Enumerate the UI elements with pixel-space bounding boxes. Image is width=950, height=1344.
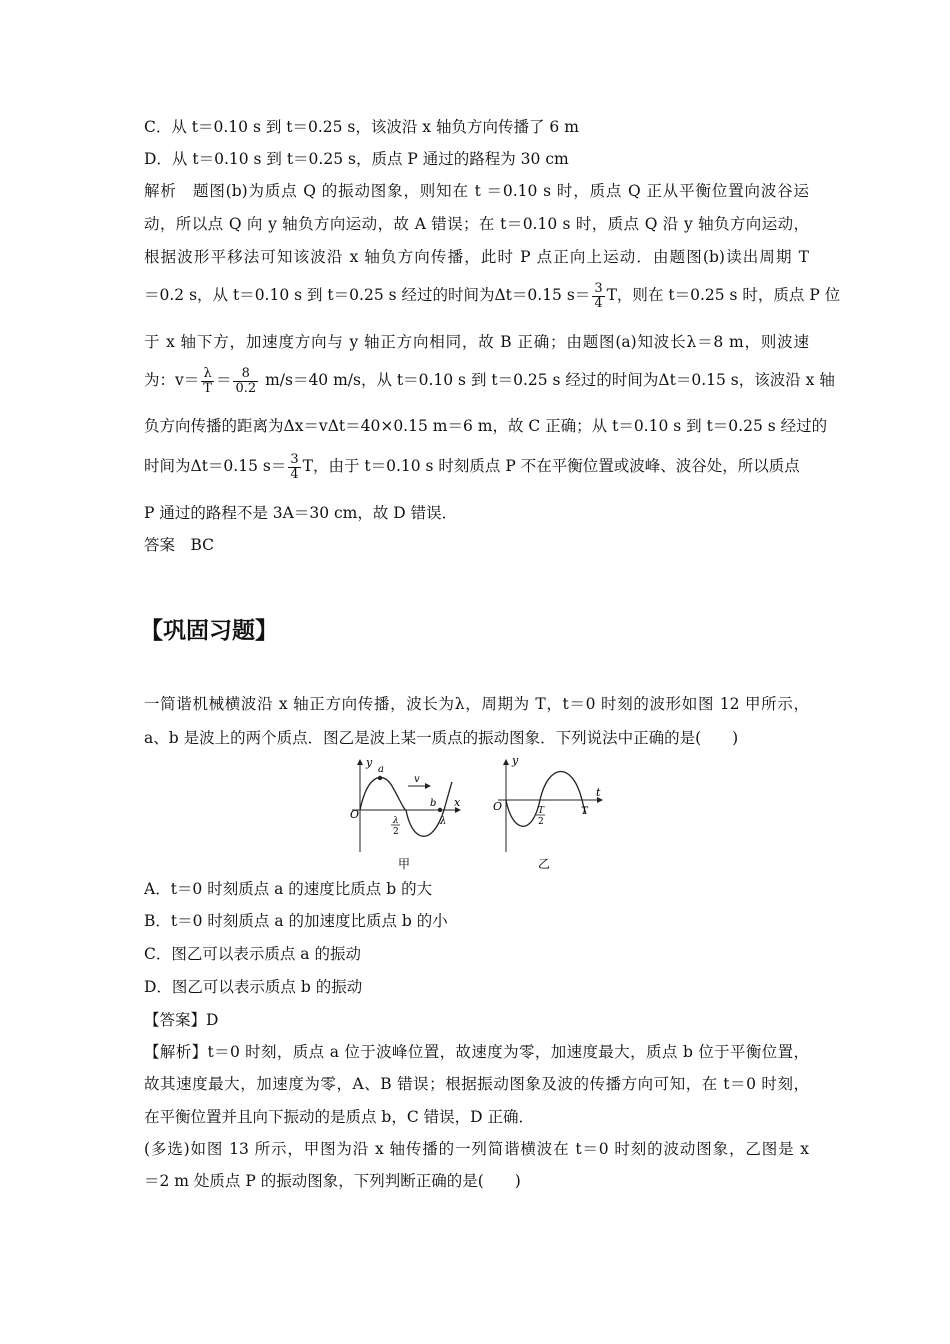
solution-line-7: 负方向传播的距离为Δx＝vΔt＝40×0.15 m＝6 m，故 C 正确；从 t＝0.10 s 到 t＝0.25 s 经过的: [144, 417, 828, 435]
answer-top: 答案 BC: [144, 536, 215, 554]
point-b-label: b: [430, 798, 437, 809]
solution-line-6-b: ＝: [215, 371, 232, 389]
solution-line-3: 根据波形平移法可知该波沿 x 轴负方向传播，此时 P 点正向上运动．由题图(b)读出周期 T: [144, 248, 809, 266]
lambda-label: λ: [440, 816, 447, 827]
yi-y-label: y: [512, 754, 519, 767]
lambda-half-den: 2: [393, 827, 399, 837]
jia-x-label: x: [454, 796, 461, 809]
q1-option-b: B．t＝0 时刻质点 a 的加速度比质点 b 的小: [144, 912, 448, 930]
q1-explanation-line-2: 故其速度最大，加速度为零，A、B 错误；根据振动图象及波的传播方向可知，在 t＝0 时刻，: [144, 1075, 809, 1093]
q1-option-c: C．图乙可以表示质点 a 的振动: [144, 945, 361, 963]
solution-line-8-b: T，由于 t＝0.10 s 时刻质点 P 不在平衡位置或波峰、波谷处，所以质点: [302, 457, 800, 475]
yi-origin-label: O: [493, 800, 503, 813]
q2-stem-line-1: (多选)如图 13 所示，甲图为沿 x 轴传播的一列简谐横波在 t＝0 时刻的波动图象，乙图是 x: [144, 1140, 809, 1158]
solution-line-4-a: ＝0.2 s，从 t＝0.10 s 到 t＝0.25 s 经过的时间为Δt＝0.15 s＝: [144, 286, 591, 304]
q1-figure: [340, 752, 620, 874]
point-a-label: a: [378, 764, 384, 775]
option-c-top: C．从 t＝0.10 s 到 t＝0.25 s，该波沿 x 轴负方向传播了 6 m: [144, 118, 579, 136]
caption-yi: 乙: [538, 857, 551, 871]
q2-stem-line-2: ＝2 m 处质点 P 的振动图象，下列判断正确的是( ): [144, 1172, 521, 1190]
point-b-dot: [438, 808, 442, 812]
caption-jia: 甲: [398, 857, 411, 871]
q1-option-d: D．图乙可以表示质点 b 的振动: [144, 978, 363, 996]
velocity-label: v: [414, 774, 420, 785]
jia-wave-curve: [360, 777, 452, 836]
wave-figure-svg: [340, 752, 620, 874]
solution-line-8-a: 时间为Δt＝0.15 s＝: [144, 457, 287, 475]
lambda-half-num: λ: [393, 816, 399, 826]
solution-line-6-a: 为：v＝: [144, 371, 200, 389]
t-half-num: T: [538, 806, 545, 816]
fraction-three-quarters-2: $\frac{3}{4}$: [290, 451, 299, 482]
q1-stem-line-2: a、b 是波上的两个质点．图乙是波上某一质点的振动图象．下列说法中正确的是( ): [144, 729, 739, 747]
q1-option-a: A．t＝0 时刻质点 a 的速度比质点 b 的大: [144, 880, 433, 898]
option-d-top: D．从 t＝0.10 s 到 t＝0.25 s，质点 P 通过的路程为 30 cm: [144, 150, 569, 168]
solution-line-6-c: m/s＝40 m/s，从 t＝0.10 s 到 t＝0.25 s 经过的时间为Δt＝0.15 s，该波沿 x 轴: [260, 371, 835, 389]
jia-y-label: y: [366, 756, 373, 769]
solution-line-8: [144, 449, 809, 483]
yi-vibration-curve: [506, 771, 586, 826]
solution-line-2: 动，所以点 Q 向 y 轴负方向运动，故 A 错误；在 t＝0.10 s 时，质点 Q 沿 y 轴负方向运动，: [144, 215, 809, 233]
period-label: T: [581, 806, 588, 817]
solution-line-4-b: T，则在 t＝0.25 s 时，质点 P 位: [606, 286, 841, 304]
t-half-den: 2: [538, 817, 544, 827]
fraction-8-over-0-2: $\frac{8}{0.2}$: [235, 365, 257, 396]
solution-line-4: [144, 278, 841, 312]
fraction-lambda-over-t: $\frac{\lambda}{T}$: [203, 365, 212, 396]
q1-stem-line-1: 一简谐机械横波沿 x 轴正方向传播，波长为λ，周期为 T，t＝0 时刻的波形如图 12 甲所示，: [144, 695, 809, 713]
solution-line-1: 解析 题图(b)为质点 Q 的振动图象，则知在 t ＝0.10 s 时，质点 Q 正从平衡位置向波谷运: [144, 182, 809, 200]
section-title: 【巩固习题】: [140, 618, 278, 644]
solution-line-9: P 通过的路程不是 3A＝30 cm，故 D 错误．: [144, 504, 458, 522]
fraction-three-quarters: $\frac{3}{4}$: [594, 280, 603, 311]
yi-t-label: t: [596, 786, 601, 799]
jia-origin-label: O: [350, 808, 360, 821]
solution-line-6: [144, 362, 835, 398]
point-a-dot: [378, 776, 382, 780]
solution-line-5: 于 x 轴下方，加速度方向与 y 轴正方向相同，故 B 正确；由题图(a)知波长λ＝8 m，则波速: [144, 333, 809, 351]
q1-answer: 【答案】D: [144, 1011, 219, 1029]
q1-explanation-line-1: 【解析】t＝0 时刻，质点 a 位于波峰位置，故速度为零，加速度最大，质点 b 位于平衡位置，: [144, 1043, 809, 1061]
q1-explanation-line-3: 在平衡位置并且向下振动的是质点 b，C 错误，D 正确．: [144, 1108, 534, 1126]
